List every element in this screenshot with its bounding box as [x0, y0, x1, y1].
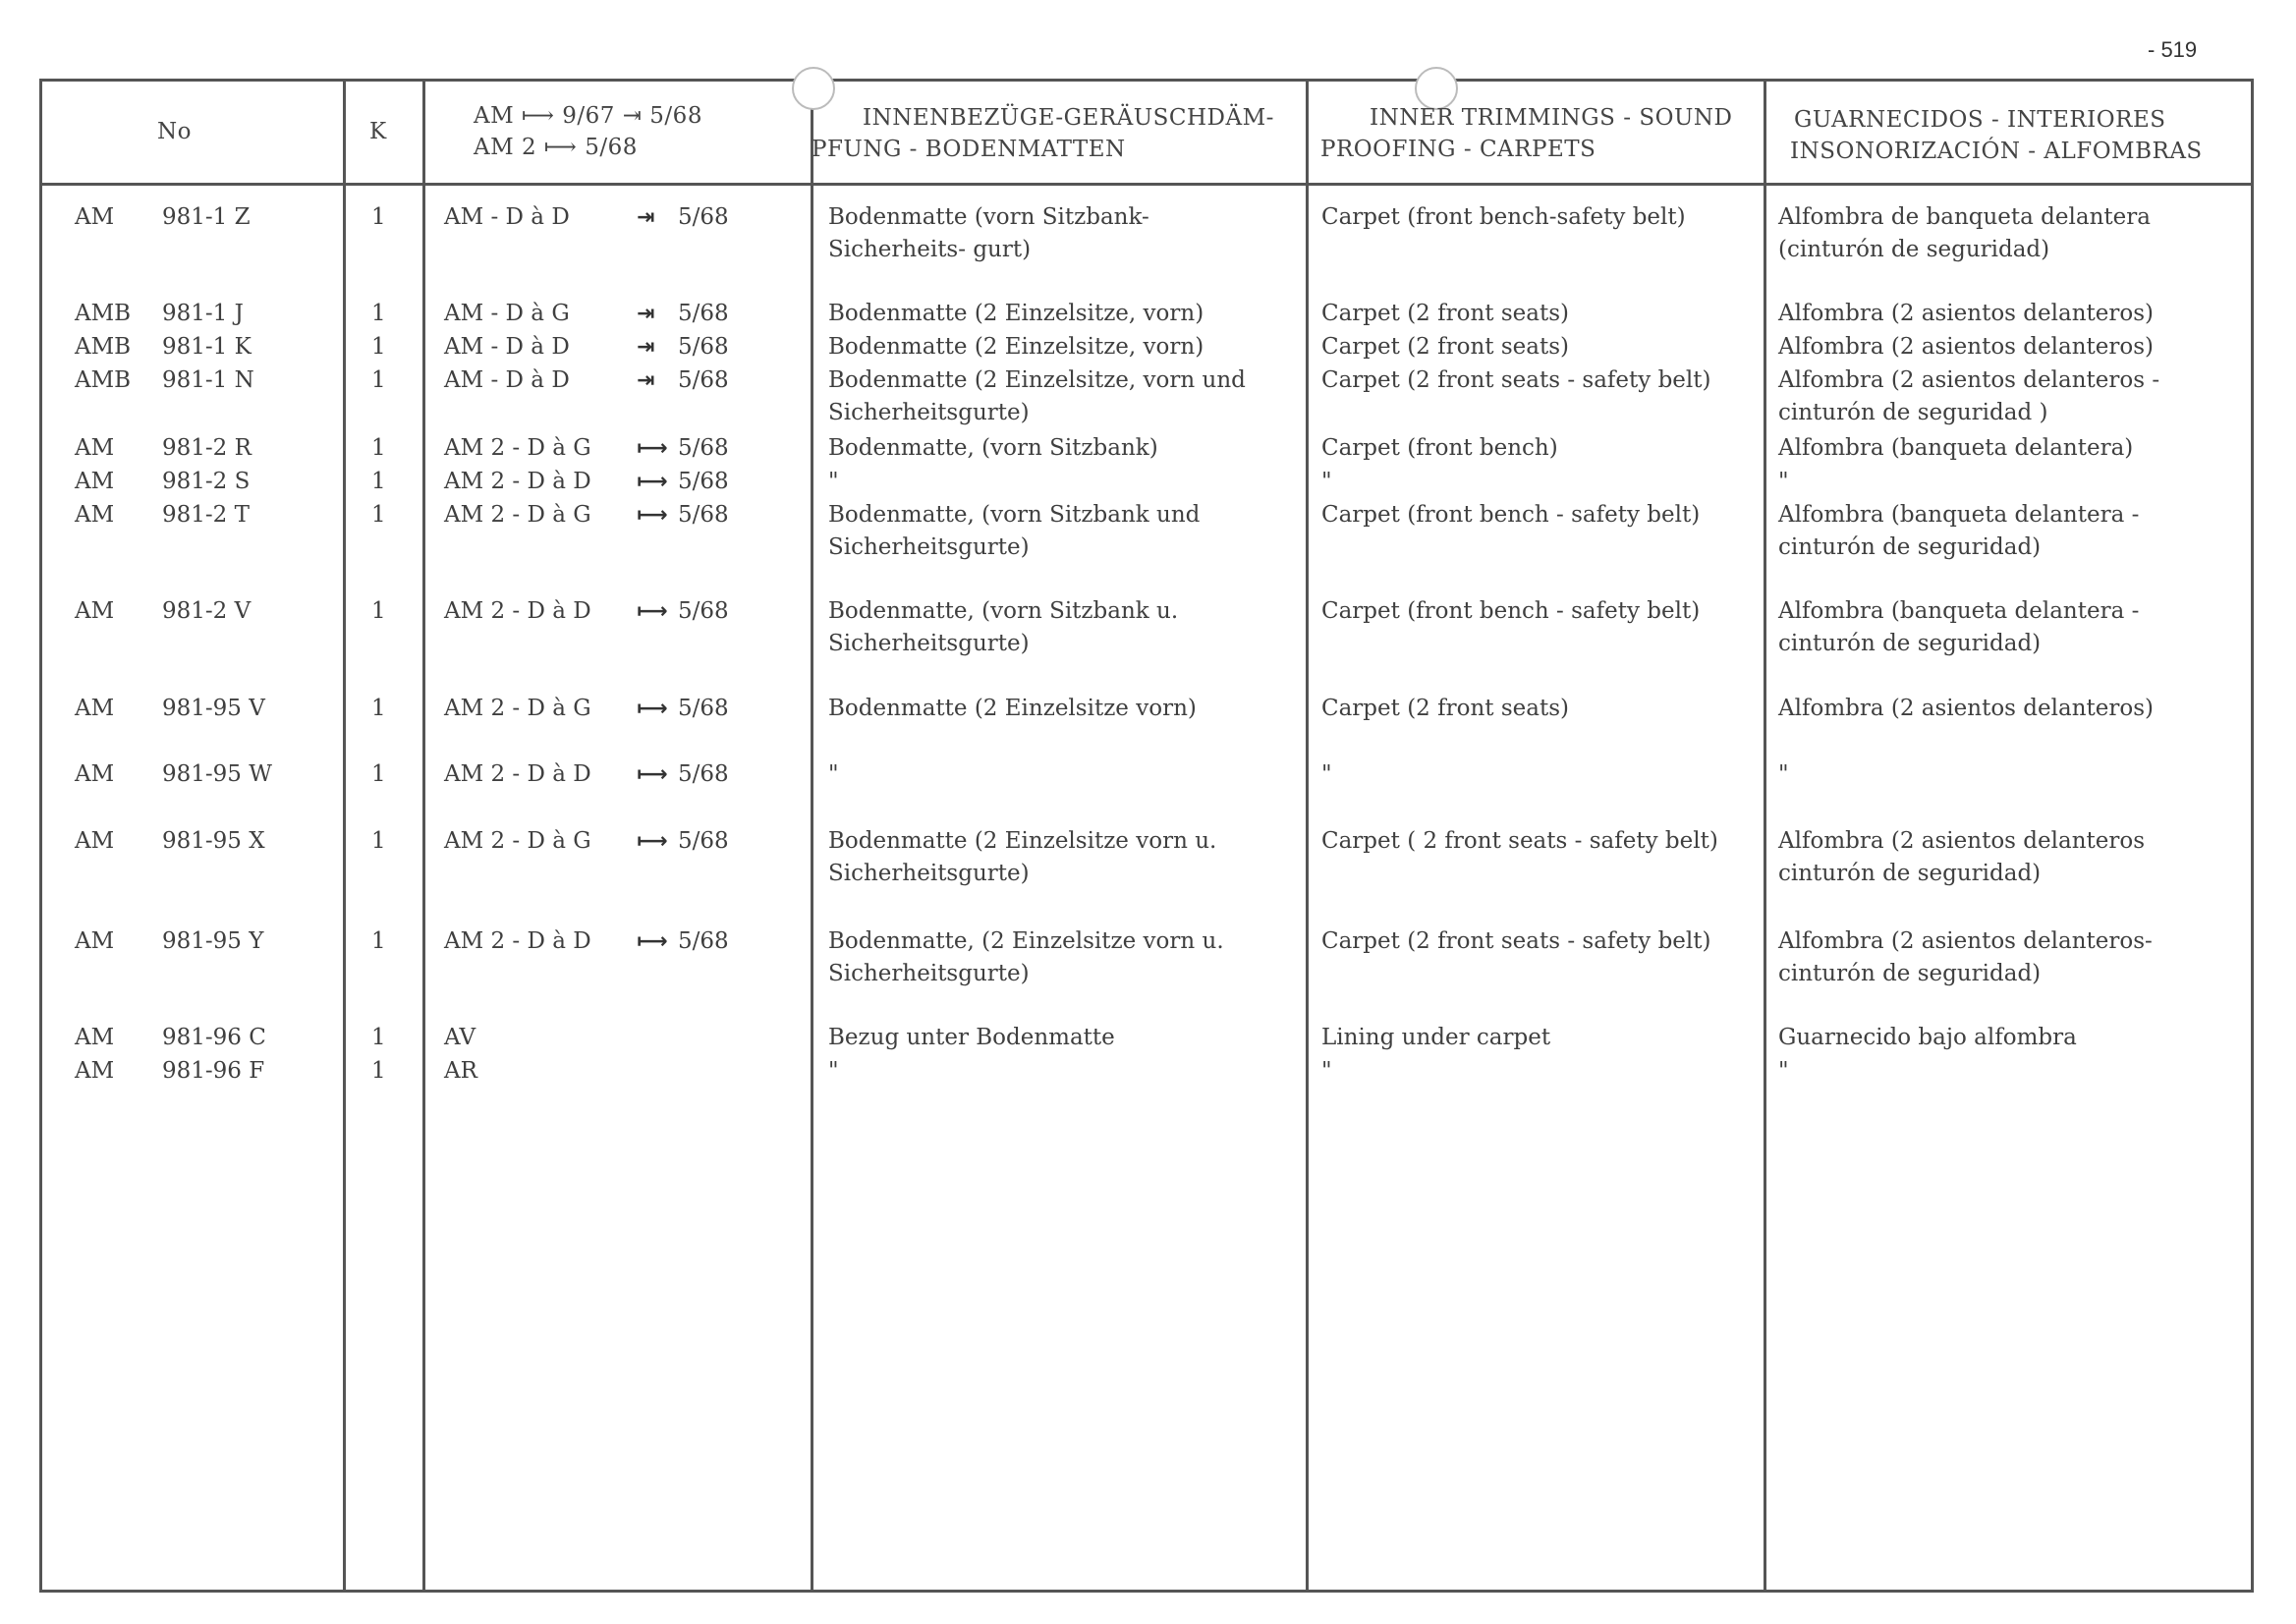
- part-prefix: AM: [75, 1058, 115, 1084]
- description-english: Carpet (front bench - safety belt): [1321, 598, 1701, 624]
- arrow-icon: ⟼: [637, 829, 668, 854]
- header-k: K: [369, 119, 387, 144]
- header-model: [474, 100, 702, 163]
- page-number: - 519: [2148, 37, 2198, 62]
- quantity: 1: [371, 696, 386, 721]
- quantity: 1: [371, 1025, 386, 1050]
- part-number: 981-95 Y: [162, 928, 264, 954]
- arrow-icon: ⟼: [637, 929, 668, 954]
- table-row: [0, 364, 2296, 425]
- quantity: 1: [371, 204, 386, 230]
- arrow-icon: ⟼: [637, 436, 668, 461]
- description-german: Bodenmatte (vorn Sitzbank-Sicherheits- gurt): [828, 204, 1149, 262]
- header-english: [1320, 102, 1732, 165]
- part-number: 981-2 T: [162, 502, 250, 528]
- model-code: AM 2 - D à G: [444, 435, 591, 461]
- date-code: 5/68: [678, 828, 729, 854]
- description-german: Bodenmatte (2 Einzelsitze, vorn): [828, 301, 1204, 326]
- header-es-line1: GUARNECIDOS - INTERIORES: [1794, 107, 2166, 133]
- description-english: Lining under carpet: [1321, 1025, 1551, 1050]
- column-divider-k: [343, 82, 346, 1590]
- table-row: [0, 1022, 2296, 1050]
- description-spanish: Alfombra (banqueta delantera - cinturón de seguridad): [1778, 598, 2140, 656]
- quantity: 1: [371, 928, 386, 954]
- part-prefix: AM: [75, 696, 115, 721]
- description-english: Carpet (2 front seats - safety belt): [1321, 928, 1711, 954]
- quantity: 1: [371, 761, 386, 787]
- model-code: AM 2 - D à G: [444, 696, 591, 721]
- description-german: Bodenmatte (2 Einzelsitze, vorn und Sicherheitsgurte): [828, 367, 1246, 425]
- arrow-icon: ⟼: [637, 697, 668, 721]
- description-german: Bodenmatte (2 Einzelsitze vorn): [828, 696, 1197, 721]
- description-english: Carpet (front bench-safety belt): [1321, 204, 1686, 230]
- arrow-icon: ⇥: [637, 368, 655, 393]
- description-german: Bezug unter Bodenmatte: [828, 1025, 1115, 1050]
- arrow-icon: ⟼: [637, 762, 668, 787]
- part-number: 981-96 F: [162, 1058, 265, 1084]
- description-german: Bodenmatte, (vorn Sitzbank und Sicherheitsgurte): [828, 502, 1201, 560]
- date-code: 5/68: [678, 469, 729, 494]
- part-prefix: AMB: [75, 367, 132, 393]
- part-number: 981-1 J: [162, 301, 244, 326]
- quantity: 1: [371, 367, 386, 393]
- quantity: 1: [371, 301, 386, 326]
- description-spanish: Alfombra (2 asientos delanteros): [1778, 696, 2154, 721]
- description-german: Bodenmatte, (2 Einzelsitze vorn u. Sicherheitsgurte): [828, 928, 1224, 986]
- header-es-line2: INSONORIZACIÓN - ALFOMBRAS: [1790, 139, 2203, 164]
- date-code: 5/68: [678, 367, 729, 393]
- table-row: [0, 693, 2296, 721]
- date-code: 5/68: [678, 761, 729, 787]
- description-spanish: Alfombra (2 asientos delanteros cinturón de seguridad): [1778, 828, 2146, 886]
- part-number: 981-96 C: [162, 1025, 266, 1050]
- model-code: AM - D à D: [444, 367, 570, 393]
- description-spanish: Alfombra (2 asientos delanteros - cinturón de seguridad ): [1778, 367, 2160, 425]
- table-row: [0, 1055, 2296, 1084]
- date-code: 5/68: [678, 928, 729, 954]
- model-code: AV: [444, 1025, 476, 1050]
- arrow-icon: ⇥: [637, 302, 655, 326]
- part-prefix: AM: [75, 761, 115, 787]
- table-row: [0, 925, 2296, 986]
- description-german: ": [828, 1058, 839, 1084]
- table-row: [0, 499, 2296, 560]
- model-code: AM - D à D: [444, 334, 570, 360]
- description-german: ": [828, 469, 839, 494]
- column-divider-de: [811, 82, 813, 1590]
- part-prefix: AM: [75, 598, 115, 624]
- header-en-line1: INNER TRIMMINGS - SOUND: [1370, 105, 1733, 131]
- model-code: AM - D à D: [444, 204, 570, 230]
- column-divider-es: [1764, 82, 1766, 1590]
- date-code: 5/68: [678, 502, 729, 528]
- part-prefix: AM: [75, 928, 115, 954]
- table-row: [0, 825, 2296, 886]
- description-english: ": [1321, 761, 1332, 787]
- quantity: 1: [371, 469, 386, 494]
- quantity: 1: [371, 598, 386, 624]
- description-spanish: ": [1778, 469, 1789, 494]
- table-row: [0, 298, 2296, 326]
- column-divider-en: [1306, 82, 1309, 1590]
- part-number: 981-1 N: [162, 367, 254, 393]
- header-en-line2: PROOFING - CARPETS: [1320, 137, 1596, 162]
- date-code: 5/68: [678, 435, 729, 461]
- header-de-line2: PFUNG - BODENMATTEN: [812, 137, 1126, 162]
- date-code: 5/68: [678, 696, 729, 721]
- description-spanish: Alfombra (2 asientos delanteros): [1778, 334, 2154, 360]
- header-model-line1: AM ⟼ 9/67 ⇥ 5/68: [474, 103, 702, 129]
- part-prefix: AM: [75, 469, 115, 494]
- description-spanish: Alfombra (2 asientos delanteros- cinturón de seguridad): [1778, 928, 2153, 986]
- part-prefix: AMB: [75, 301, 132, 326]
- date-code: 5/68: [678, 598, 729, 624]
- model-code: AR: [444, 1058, 477, 1084]
- part-number: 981-95 X: [162, 828, 265, 854]
- description-german: Bodenmatte, (vorn Sitzbank u. Sicherheitsgurte): [828, 598, 1179, 656]
- model-code: AM 2 - D à D: [444, 761, 591, 787]
- description-spanish: Alfombra (2 asientos delanteros): [1778, 301, 2154, 326]
- description-spanish: Guarnecido bajo alfombra: [1778, 1025, 2077, 1050]
- quantity: 1: [371, 1058, 386, 1084]
- description-german: Bodenmatte (2 Einzelsitze vorn u. Sicherheitsgurte): [828, 828, 1217, 886]
- part-number: 981-2 S: [162, 469, 251, 494]
- model-code: AM 2 - D à D: [444, 928, 591, 954]
- part-prefix: AM: [75, 435, 115, 461]
- header-model-line2: AM 2 ⟼ 5/68: [474, 135, 638, 160]
- arrow-icon: ⟼: [637, 503, 668, 528]
- description-english: Carpet (2 front seats - safety belt): [1321, 367, 1711, 393]
- description-german: Bodenmatte, (vorn Sitzbank): [828, 435, 1158, 461]
- quantity: 1: [371, 334, 386, 360]
- description-english: Carpet (2 front seats): [1321, 334, 1569, 360]
- model-code: AM 2 - D à D: [444, 469, 591, 494]
- date-code: 5/68: [678, 204, 729, 230]
- model-code: AM - D à G: [444, 301, 570, 326]
- part-number: 981-1 K: [162, 334, 252, 360]
- model-code: AM 2 - D à G: [444, 828, 591, 854]
- quantity: 1: [371, 502, 386, 528]
- model-code: AM 2 - D à G: [444, 502, 591, 528]
- part-prefix: AM: [75, 828, 115, 854]
- part-number: 981-2 V: [162, 598, 252, 624]
- quantity: 1: [371, 828, 386, 854]
- description-english: Carpet (front bench - safety belt): [1321, 502, 1701, 528]
- description-english: ": [1321, 469, 1332, 494]
- description-spanish: ": [1778, 1058, 1789, 1084]
- header-de-line1: INNENBEZÜGE-GERÄUSCHDÄM-: [863, 105, 1274, 131]
- date-code: 5/68: [678, 301, 729, 326]
- description-english: Carpet (2 front seats): [1321, 696, 1569, 721]
- arrow-icon: ⟼: [637, 470, 668, 494]
- header-spanish: [1790, 104, 2203, 167]
- model-code: AM 2 - D à D: [444, 598, 591, 624]
- table-row: [0, 331, 2296, 360]
- description-english: Carpet ( 2 front seats - safety belt): [1321, 828, 1718, 854]
- arrow-icon: ⇥: [637, 335, 655, 360]
- description-english: ": [1321, 1058, 1332, 1084]
- description-spanish: Alfombra (banqueta delantera - cinturón de seguridad): [1778, 502, 2140, 560]
- quantity: 1: [371, 435, 386, 461]
- column-divider-model: [422, 82, 425, 1590]
- part-prefix: AM: [75, 204, 115, 230]
- part-prefix: AM: [75, 502, 115, 528]
- header-divider: [42, 183, 2251, 186]
- header-german: [812, 102, 1274, 165]
- description-spanish: Alfombra (banqueta delantera): [1778, 435, 2134, 461]
- date-code: 5/68: [678, 334, 729, 360]
- part-number: 981-1 Z: [162, 204, 251, 230]
- part-number: 981-95 W: [162, 761, 272, 787]
- header-no: No: [157, 119, 192, 144]
- part-number: 981-95 V: [162, 696, 265, 721]
- table-row: [0, 201, 2296, 262]
- description-spanish: Alfombra de banqueta delantera (cinturón de seguridad): [1778, 204, 2151, 262]
- part-prefix: AM: [75, 1025, 115, 1050]
- arrow-icon: ⇥: [637, 205, 655, 230]
- part-number: 981-2 R: [162, 435, 252, 461]
- table-row: [0, 466, 2296, 494]
- description-spanish: ": [1778, 761, 1789, 787]
- table-row: [0, 432, 2296, 461]
- table-row: [0, 758, 2296, 787]
- description-english: Carpet (2 front seats): [1321, 301, 1569, 326]
- description-english: Carpet (front bench): [1321, 435, 1558, 461]
- part-prefix: AMB: [75, 334, 132, 360]
- arrow-icon: ⟼: [637, 599, 668, 624]
- description-german: ": [828, 761, 839, 787]
- description-german: Bodenmatte (2 Einzelsitze, vorn): [828, 334, 1204, 360]
- table-row: [0, 595, 2296, 656]
